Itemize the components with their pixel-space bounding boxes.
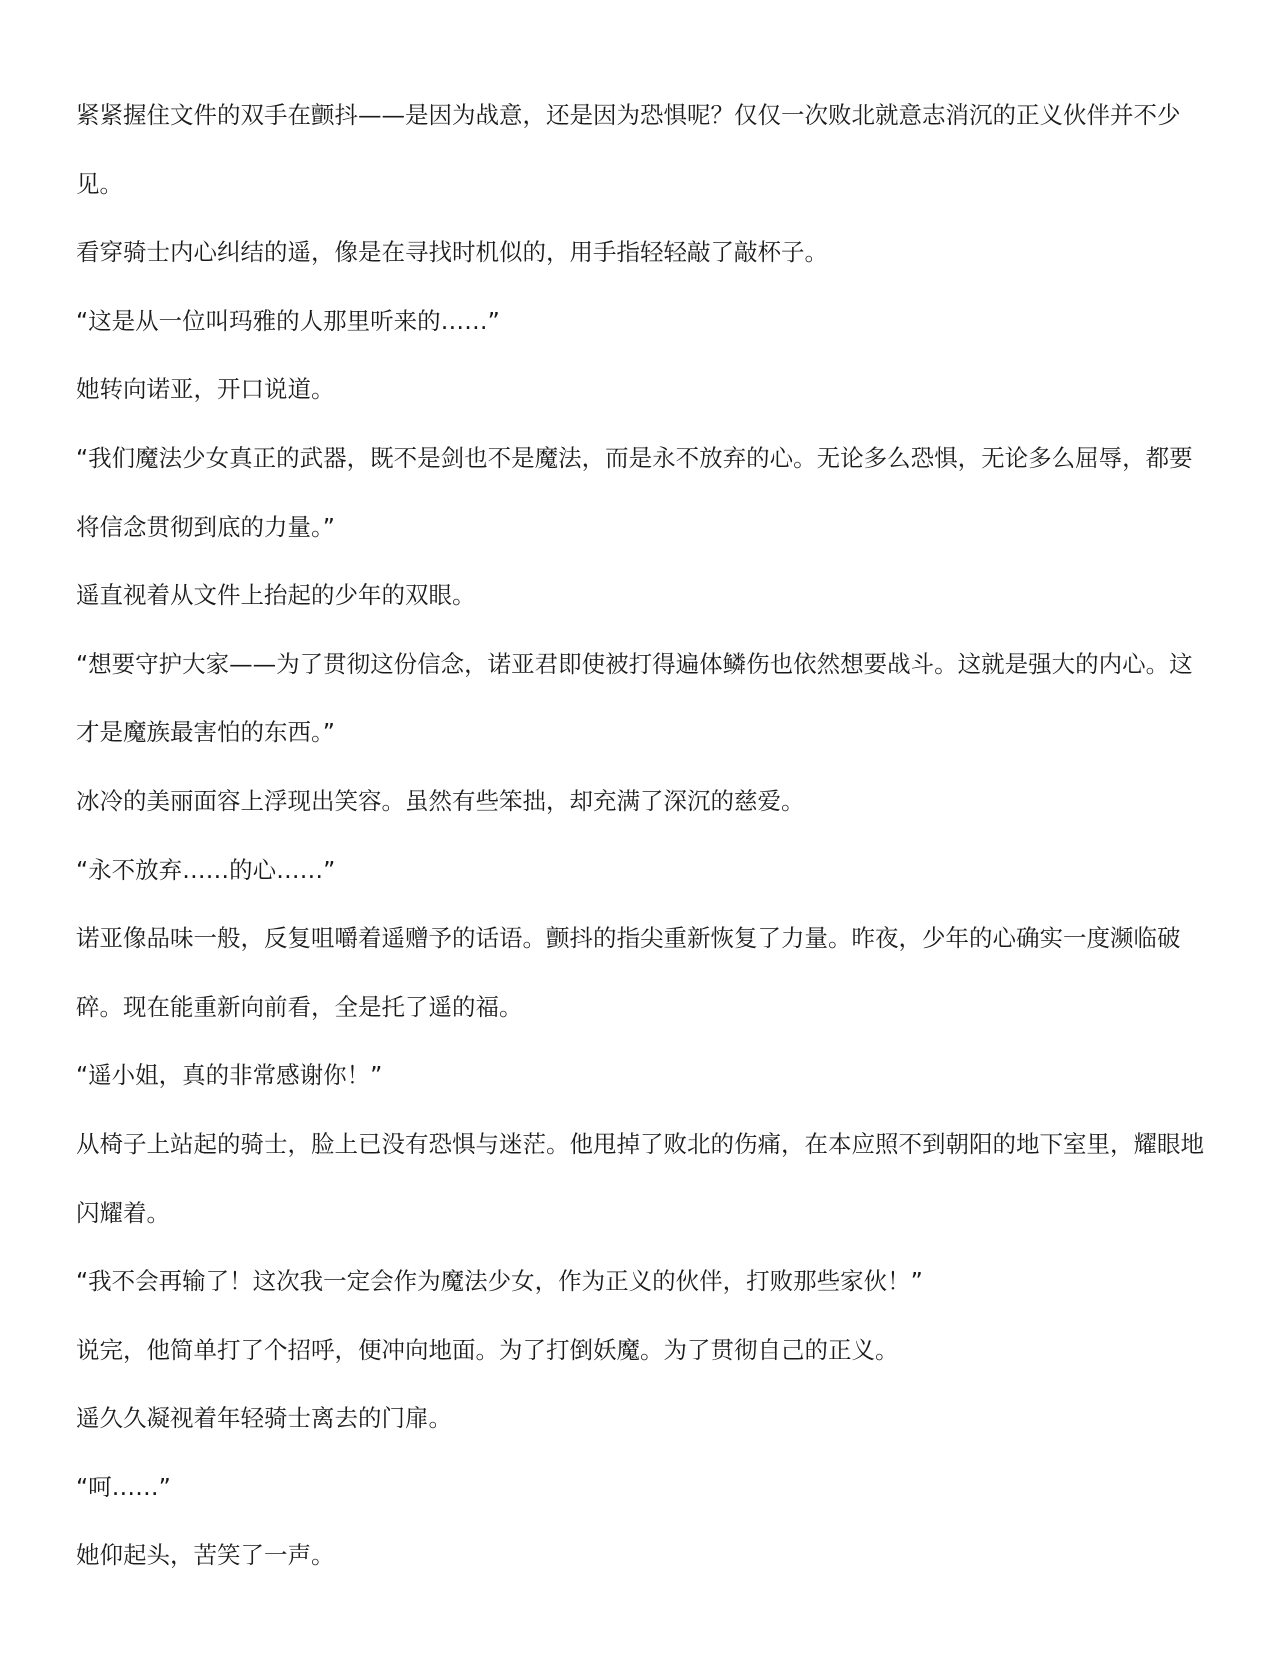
paragraph: “遥小姐，真的非常感谢你！” <box>76 1061 383 1090</box>
paragraph: 遥直视着从文件上抬起的少年的双眼。 <box>76 581 476 610</box>
paragraph: 诺亚像品味一般，反复咀嚼着遥赠予的话语。颤抖的指尖重新恢复了力量。昨夜，少年的心确实一度濒临破碎。现在能重新向前看，全是托了遥的福。 <box>76 924 1181 1021</box>
paragraph: “这是从一位叫玛雅的人那里听来的……” <box>76 306 500 335</box>
paragraph: 遥久久凝视着年轻骑士离去的门扉。 <box>76 1404 452 1433</box>
paragraph: 她转向诺亚，开口说道。 <box>76 375 335 404</box>
paragraph: 说完，他简单打了个招呼，便冲向地面。为了打倒妖魔。为了贯彻自己的正义。 <box>76 1335 899 1364</box>
paragraph: 紧紧握住文件的双手在颤抖——是因为战意，还是因为恐惧呢？仅仅一次败北就意志消沉的正义伙伴并不少见。 <box>76 101 1181 198</box>
paragraph: “我不会再输了！这次我一定会作为魔法少女，作为正义的伙伴，打败那些家伙！” <box>76 1267 923 1296</box>
paragraph: “想要守护大家——为了贯彻这份信念，诺亚君即使被打得遍体鳞伤也依然想要战斗。这就是强大的内心。这才是魔族最害怕的东西。” <box>76 649 1193 747</box>
paragraph: “永不放弃……的心……” <box>76 855 336 884</box>
paragraph: 看穿骑士内心纠结的遥，像是在寻找时机似的，用手指轻轻敲了敲杯子。 <box>76 238 828 267</box>
paragraph: 从椅子上站起的骑士，脸上已没有恐惧与迷茫。他甩掉了败北的伤痛，在本应照不到朝阳的地下室里，耀眼地闪耀着。 <box>76 1129 1204 1227</box>
paragraph: “我们魔法少女真正的武器，既不是剑也不是魔法，而是永不放弃的心。无论多么恐惧，无论多么屈辱，都要将信念贯彻到底的力量。” <box>76 443 1193 541</box>
paragraph: 冰冷的美丽面容上浮现出笑容。虽然有些笨拙，却充满了深沉的慈爱。 <box>76 786 805 815</box>
paragraph: 她仰起头，苦笑了一声。 <box>76 1541 335 1570</box>
paragraph: “呵……” <box>76 1472 171 1501</box>
document-body <box>76 81 1206 1590</box>
